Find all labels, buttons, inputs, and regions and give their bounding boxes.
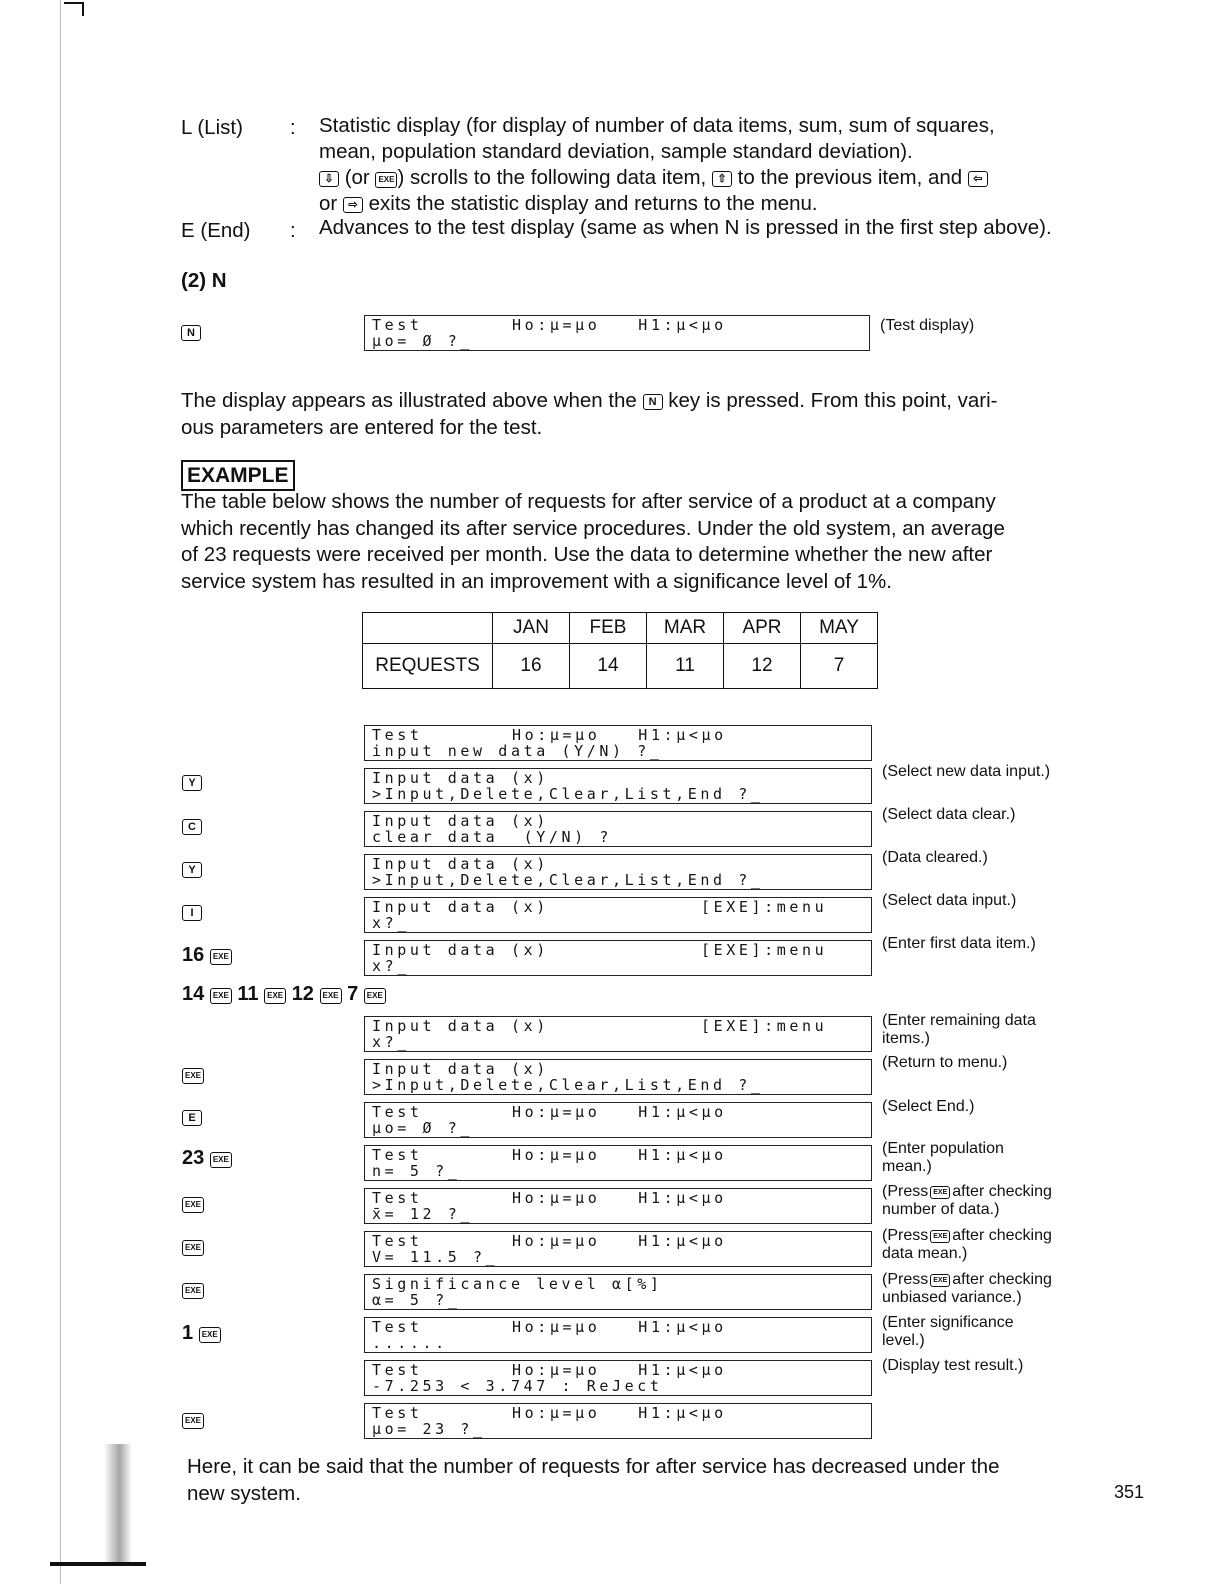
- lcd-line1-right: Ho:μ=μo H1:μ<μo: [512, 1318, 727, 1336]
- step-note: [882, 1314, 1014, 1350]
- lcd-line1: Input data (x): [372, 1060, 549, 1078]
- lcd-line1: Test: [372, 1404, 423, 1422]
- lcd-line2: x?_: [372, 1033, 410, 1051]
- calculator-display: [364, 1317, 872, 1353]
- lcd-line2: input new data (Y/N) ?_: [372, 742, 663, 760]
- calculator-display: [364, 1274, 872, 1310]
- lcd-line1-right: [EXE]:menu: [701, 1017, 828, 1035]
- note-text: (Display test result.): [882, 1357, 1024, 1374]
- table-header-row: [363, 613, 878, 644]
- definition-colon: :: [290, 116, 296, 139]
- calculator-display: [364, 940, 872, 976]
- binding-base-line: [50, 1562, 146, 1566]
- calculator-display: [364, 1059, 872, 1095]
- key-press-step: [182, 1192, 204, 1215]
- entry-number: 7: [347, 983, 359, 1005]
- step-note: [882, 892, 1016, 910]
- table-header-cell: APR: [724, 613, 801, 644]
- exe-key-icon: EXE: [264, 988, 286, 1004]
- note-text: (Select data input.): [882, 892, 1017, 909]
- note-text: (Enter population: [882, 1140, 1004, 1157]
- binding-edge: [60, 0, 61, 1584]
- table-cell: 7: [801, 644, 878, 689]
- lcd-line1: Input data (x): [372, 855, 549, 873]
- key-press-step: [182, 858, 202, 881]
- note-text: (Press: [882, 1271, 929, 1288]
- table-header-cell: MAR: [647, 613, 724, 644]
- step-note: [882, 1140, 1004, 1176]
- note-text: (Enter first data item.): [882, 935, 1036, 952]
- lcd-line2: x?_: [372, 957, 410, 975]
- note-text: (Select new data input.): [882, 763, 1051, 780]
- note-text: level.): [882, 1332, 925, 1349]
- c-key-icon: C: [182, 819, 202, 835]
- exe-key-icon: EXE: [930, 1186, 950, 1199]
- note-text: data mean.): [882, 1245, 968, 1262]
- test-display: [364, 315, 870, 351]
- calculator-display: [364, 854, 872, 890]
- para-text: The display appears as illustrated above when the: [181, 389, 637, 412]
- note-text: (Enter significance: [882, 1314, 1014, 1331]
- conclusion-line: Here, it can be said that the number of requests for after service has decreased under the: [187, 1455, 1000, 1478]
- step-note: [882, 806, 1015, 824]
- lcd-line1: Test: [372, 726, 423, 744]
- y-key-icon: Y: [182, 775, 202, 791]
- step-note: [882, 1183, 1052, 1219]
- exe-key-icon: EXE: [930, 1274, 950, 1287]
- lcd-line1-right: Ho:μ=μo H1:μ<μo: [512, 1404, 727, 1422]
- entry-number: 1: [182, 1322, 194, 1344]
- note-text: after checking: [952, 1227, 1052, 1244]
- requests-table: [362, 612, 878, 689]
- note-text: (Data cleared.): [882, 849, 988, 866]
- key-press-step: [182, 1278, 204, 1301]
- step-note: [882, 1227, 1052, 1263]
- calculator-display: [364, 1403, 872, 1439]
- lcd-line1: Input data (x): [372, 898, 549, 916]
- note-text: items.): [882, 1030, 930, 1047]
- entry-number: 14: [182, 983, 205, 1005]
- lcd-line1-right: Ho:μ=μo H1:μ<μo: [512, 1189, 727, 1207]
- example-line: service system has resulted in an improvement with a significance level of 1%.: [181, 569, 892, 593]
- para-text: key is pressed. From this point, vari-: [668, 389, 998, 412]
- note-text: mean.): [882, 1158, 932, 1175]
- lcd-line1-right: Ho:μ=μo H1:μ<μo: [512, 1232, 727, 1250]
- step-note: [882, 763, 1050, 781]
- table-cell: 14: [570, 644, 647, 689]
- conclusion-line: new system.: [187, 1481, 301, 1505]
- e-key-icon: E: [182, 1110, 202, 1126]
- ac-key-icon: ⇦: [968, 171, 988, 187]
- note-text: (Enter remaining data: [882, 1012, 1036, 1029]
- calculator-display: [364, 725, 872, 761]
- table-header-cell: [363, 613, 493, 644]
- example-paragraph: [181, 489, 1081, 595]
- note-text: (Press: [882, 1183, 929, 1200]
- para-text: ous parameters are entered for the test.: [181, 415, 543, 439]
- lcd-line1: Test: [372, 1361, 423, 1379]
- n-key-icon: N: [181, 325, 201, 341]
- exe-key-icon: EXE: [182, 1197, 204, 1213]
- exit-text: exits the statistic display and returns to the menu.: [368, 192, 818, 215]
- remaining-entry-line: [182, 983, 386, 1006]
- definition-colon: :: [290, 219, 296, 242]
- down-arrow-key-icon: ⇩: [319, 171, 339, 187]
- lcd-line1: Input data (x): [372, 941, 549, 959]
- calculator-display: [364, 1145, 872, 1181]
- conclusion-paragraph: [187, 1454, 1087, 1507]
- table-header-cell: FEB: [570, 613, 647, 644]
- scroll-text: (or: [344, 166, 370, 189]
- note-text: (Return to menu.): [882, 1054, 1008, 1071]
- entry-number: 12: [291, 983, 314, 1005]
- key-press-step: [182, 944, 232, 967]
- calculator-display: [364, 811, 872, 847]
- step-note: [882, 1012, 1036, 1048]
- table-row: [363, 644, 878, 689]
- lcd-line2: -7.253 < 3.747 : ReJect: [372, 1377, 663, 1395]
- lcd-line2: V= 11.5 ?_: [372, 1248, 499, 1266]
- exe-key-icon: EXE: [182, 1240, 204, 1256]
- exe-key-icon: EXE: [364, 988, 386, 1004]
- definition-text-line: mean, population standard deviation, sample standard deviation).: [319, 140, 913, 163]
- calculator-display: [364, 1360, 872, 1396]
- exe-key-icon: EXE: [375, 172, 397, 188]
- lcd-line2: μo= Ø ?_: [372, 332, 474, 350]
- entry-number: 16: [182, 944, 205, 966]
- lcd-line1-right: [EXE]:menu: [701, 898, 828, 916]
- lcd-line2: μo= 23 ?_: [372, 1420, 486, 1438]
- lcd-line1: Input data (x): [372, 1017, 549, 1035]
- key-press-step: [182, 1063, 204, 1086]
- lcd-line1: Significance level α[%]: [372, 1275, 663, 1293]
- exe-key-icon: EXE: [320, 988, 342, 1004]
- scroll-text: to the previous item, and: [737, 166, 963, 189]
- calculator-display: [364, 897, 872, 933]
- example-line: of 23 requests were received per month. Use the data to determine whether the new after: [181, 543, 993, 566]
- key-press-step: [182, 815, 202, 838]
- lcd-line2: >Input,Delete,Clear,List,End ?_: [372, 871, 764, 889]
- table-row-label: REQUESTS: [363, 644, 493, 689]
- n-key-icon: N: [643, 394, 663, 410]
- exe-key-icon: EXE: [930, 1230, 950, 1243]
- lcd-line1: Test: [372, 316, 423, 334]
- table-cell: 11: [647, 644, 724, 689]
- definition-term-end: E (End): [181, 219, 251, 242]
- exe-key-icon: EXE: [210, 988, 232, 1004]
- step-note: [882, 1271, 1052, 1307]
- key-press-step: [182, 1106, 202, 1129]
- lcd-line2: μo= Ø ?_: [372, 1119, 474, 1137]
- calculator-display: [364, 1016, 872, 1052]
- lcd-line2: α= 5 ?_: [372, 1291, 461, 1309]
- step-note: [882, 935, 1036, 953]
- lcd-line1-right: Ho:μ=μo H1:μ<μo: [512, 726, 727, 744]
- table-header-cell: JAN: [493, 613, 570, 644]
- lcd-line2: x?_: [372, 914, 410, 932]
- exe-key-icon: EXE: [210, 949, 232, 965]
- exe-key-icon: EXE: [199, 1327, 221, 1343]
- step-note: [882, 1357, 1023, 1375]
- table-cell: 12: [724, 644, 801, 689]
- note-text: after checking: [952, 1183, 1052, 1200]
- lcd-line2: x̄= 12 ?_: [372, 1205, 474, 1223]
- lcd-line1-right: [EXE]:menu: [701, 941, 828, 959]
- lcd-line1: Test: [372, 1103, 423, 1121]
- entry-number: 23: [182, 1147, 205, 1169]
- test-display-note: (Test display): [880, 317, 975, 334]
- binding-corner-mark: [64, 2, 84, 16]
- exe-key-icon: EXE: [182, 1413, 204, 1429]
- step-note: [882, 1054, 1007, 1072]
- definition-term-list: L (List): [181, 116, 243, 139]
- exe-key-icon: EXE: [182, 1283, 204, 1299]
- example-line: The table below shows the number of requests for after service of a product at a company: [181, 490, 996, 513]
- lcd-line2: ......: [372, 1334, 448, 1352]
- lcd-line2: clear data (Y/N) ?: [372, 828, 612, 846]
- key-press-step: [182, 771, 202, 794]
- step-note: [882, 849, 988, 867]
- note-text: number of data.): [882, 1201, 1000, 1218]
- exe-key-icon: EXE: [182, 1068, 204, 1084]
- calculator-display: [364, 1231, 872, 1267]
- example-label: EXAMPLE: [181, 460, 295, 491]
- lcd-line1: Input data (x): [372, 812, 549, 830]
- table-cell: 16: [493, 644, 570, 689]
- key-press-step: [182, 1235, 204, 1258]
- lcd-line1: Test: [372, 1232, 423, 1250]
- step-heading: (2) N: [181, 269, 227, 292]
- exit-text: or: [319, 192, 338, 215]
- lcd-line2: n= 5 ?_: [372, 1162, 461, 1180]
- note-text: after checking: [952, 1271, 1052, 1288]
- up-arrow-key-icon: ⇧: [712, 171, 732, 187]
- exe-key-icon: EXE: [210, 1152, 232, 1168]
- note-text: (Select End.): [882, 1098, 975, 1115]
- lcd-hypothesis: Ho:μ=μo H1:μ<μo: [512, 316, 727, 334]
- key-press-step: [182, 901, 202, 924]
- note-text: unbiased variance.): [882, 1289, 1022, 1306]
- n-key: [181, 325, 201, 343]
- key-press-step: [182, 1147, 232, 1170]
- calculator-display: [364, 768, 872, 804]
- lcd-line1: Test: [372, 1318, 423, 1336]
- lcd-line2: >Input,Delete,Clear,List,End ?_: [372, 1076, 764, 1094]
- lcd-line2: >Input,Delete,Clear,List,End ?_: [372, 785, 764, 803]
- intro-paragraph: [181, 388, 1081, 441]
- binding-shadow: [104, 1444, 132, 1564]
- key-press-step: [182, 1322, 221, 1345]
- y-key-icon: Y: [182, 862, 202, 878]
- i-key-icon: I: [182, 905, 202, 921]
- lcd-line1-right: Ho:μ=μo H1:μ<μo: [512, 1361, 727, 1379]
- table-header-cell: MAY: [801, 613, 878, 644]
- lcd-line1-right: Ho:μ=μo H1:μ<μo: [512, 1103, 727, 1121]
- calculator-display: [364, 1102, 872, 1138]
- lcd-line1: Input data (x): [372, 769, 549, 787]
- right-arrow-key-icon: ⇨: [343, 197, 363, 213]
- lcd-line1-right: Ho:μ=μo H1:μ<μo: [512, 1146, 727, 1164]
- note-text: (Press: [882, 1227, 929, 1244]
- note-text: (Select data clear.): [882, 806, 1016, 823]
- definition-exit-line: [319, 191, 818, 217]
- calculator-display: [364, 1188, 872, 1224]
- key-press-step: [182, 1408, 204, 1431]
- entry-number: 11: [237, 983, 259, 1005]
- definition-scroll-line: [319, 165, 988, 191]
- lcd-line1: Test: [372, 1189, 423, 1207]
- page-number: 351: [1114, 1482, 1145, 1502]
- lcd-line1: Test: [372, 1146, 423, 1164]
- step-note: [882, 1098, 974, 1116]
- definition-text-line: Advances to the test display (same as when N is pressed in the first step above).: [319, 216, 1052, 239]
- definition-text-line: Statistic display (for display of number of data items, sum, sum of squares,: [319, 114, 995, 137]
- example-line: which recently has changed its after service procedures. Under the old system, an average: [181, 516, 1005, 540]
- scroll-text: ) scrolls to the following data item,: [397, 166, 707, 189]
